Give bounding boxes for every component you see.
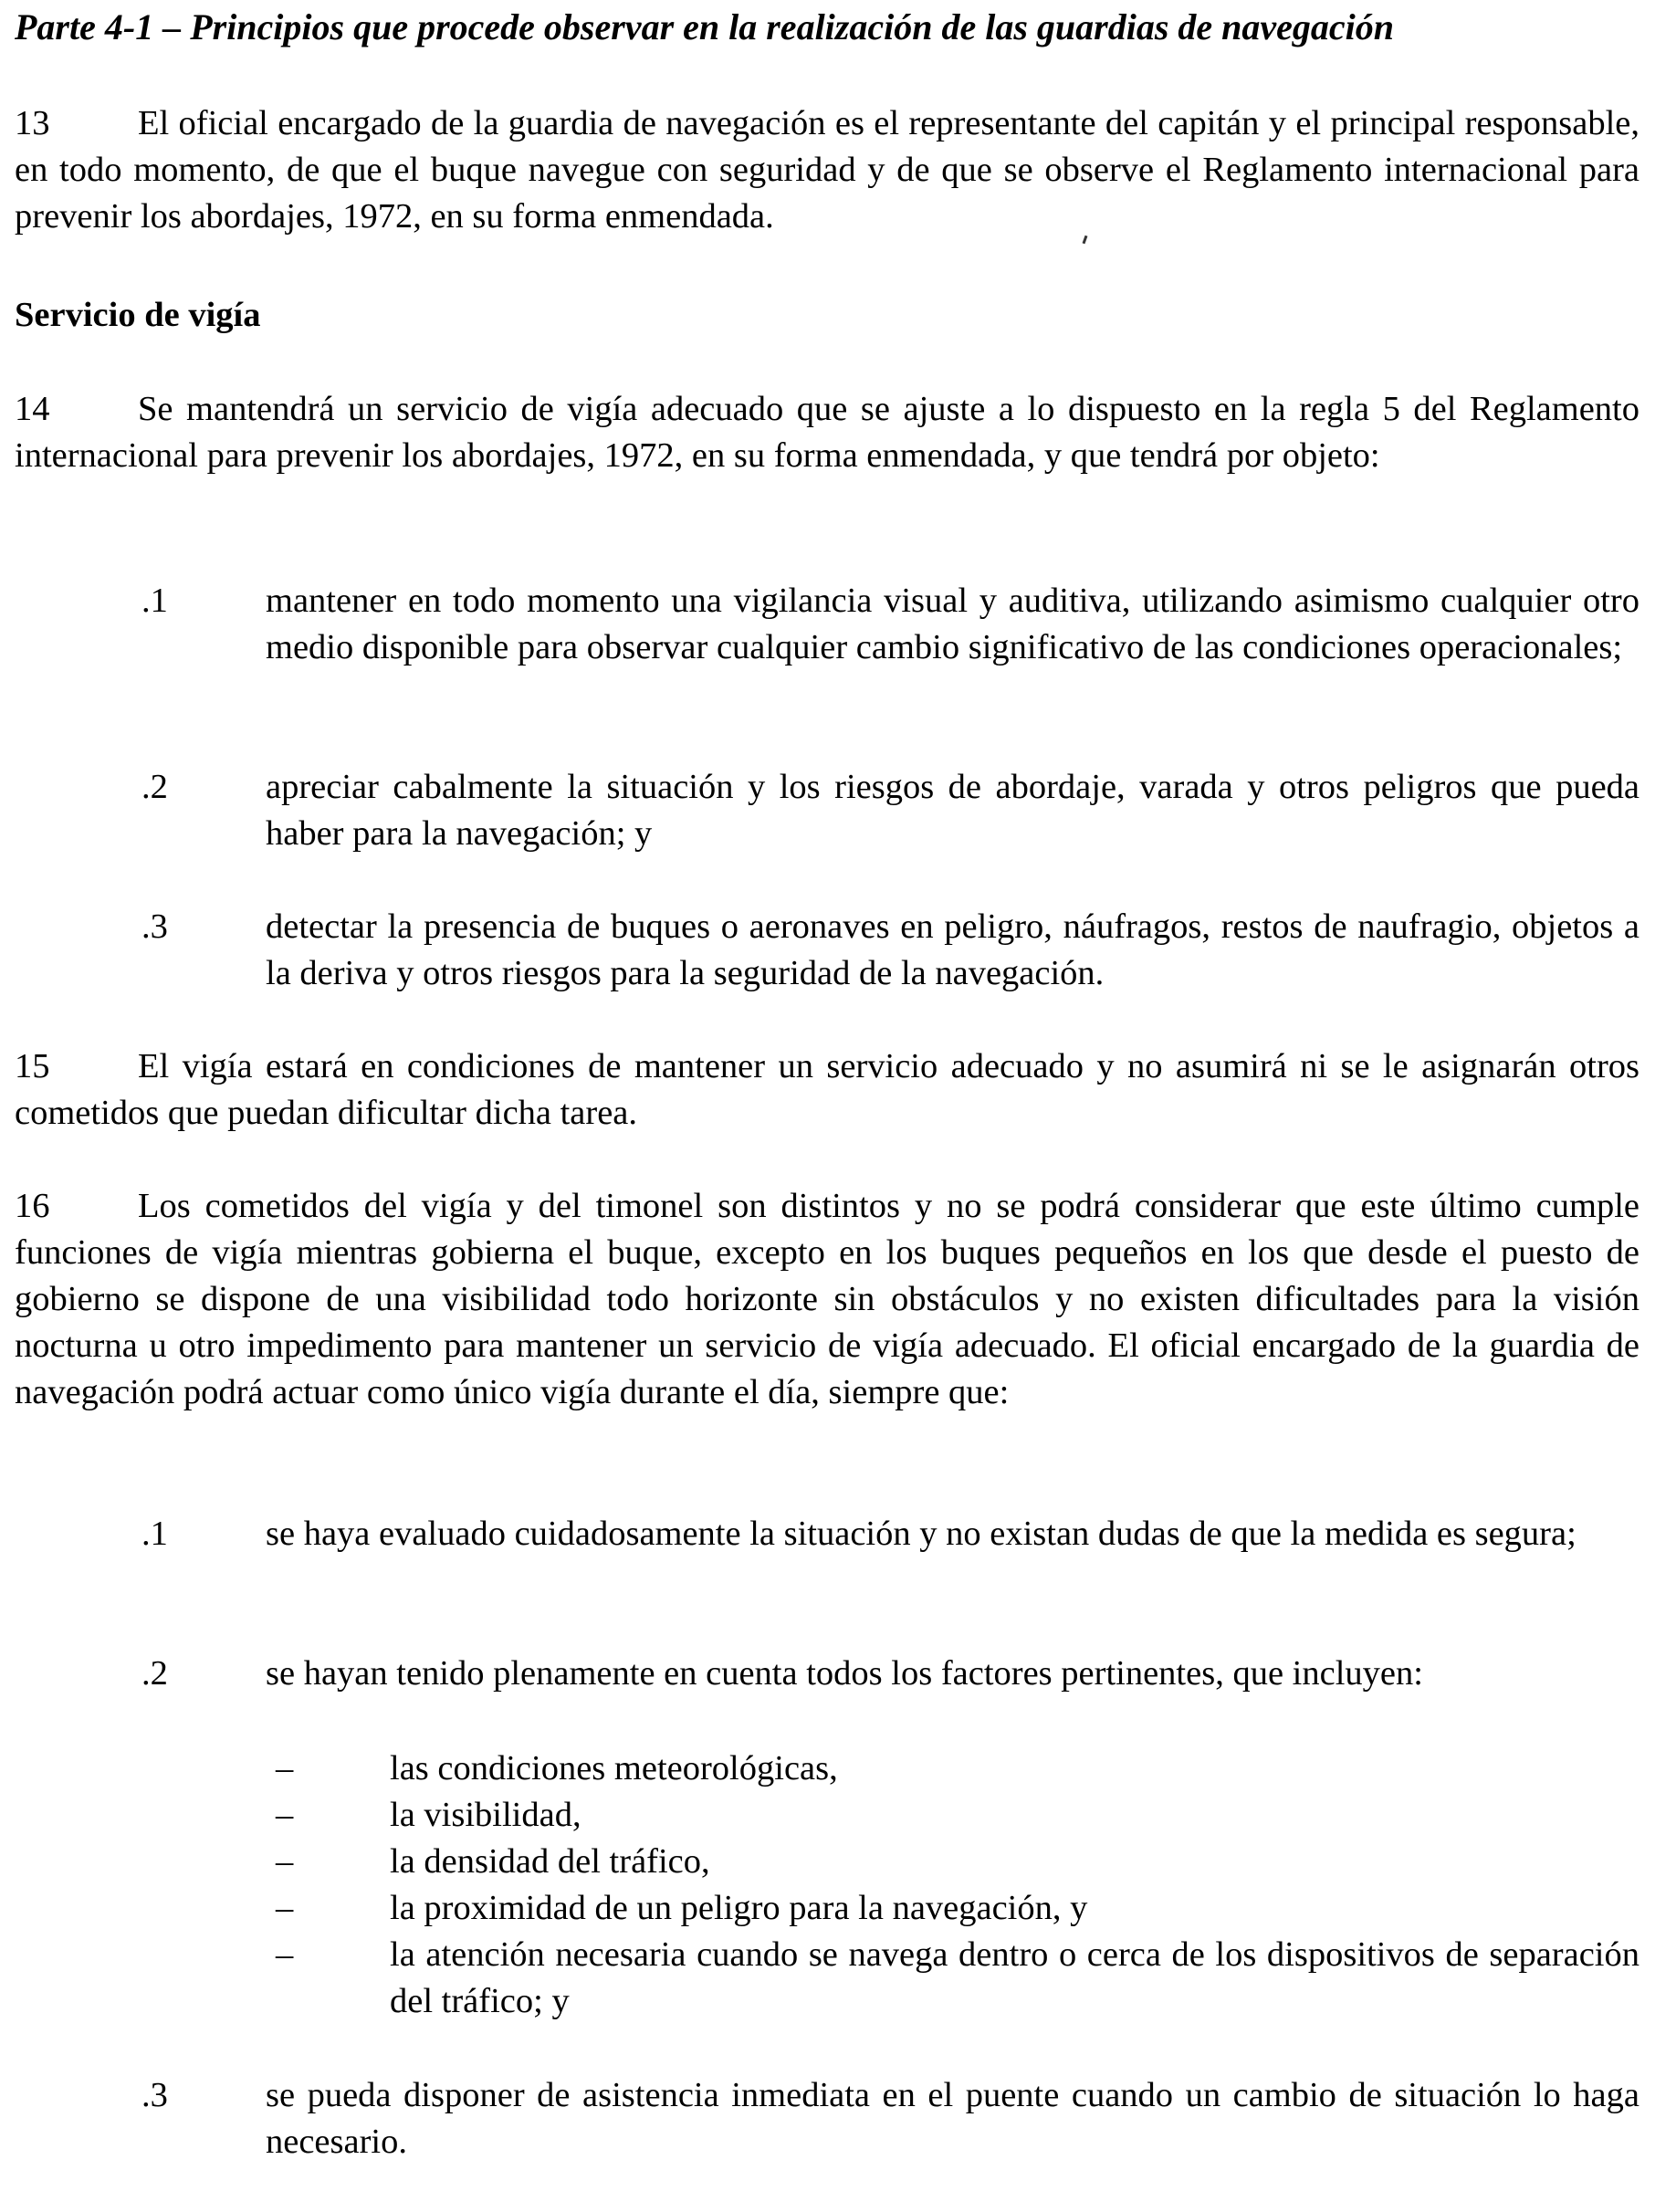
paragraph-text: El vigía estará en condiciones de mantener un servicio adecuado y no asumirá ni se le asignarán otros cometidos que puedan dificultar dicha tarea. bbox=[15, 1047, 1639, 1132]
list-marker: .3 bbox=[141, 907, 168, 946]
paragraph-13 bbox=[15, 100, 1639, 240]
list-marker: .3 bbox=[141, 2076, 168, 2114]
dash-marker: – bbox=[276, 1749, 294, 1787]
factor-text: la densidad del tráfico, bbox=[390, 1842, 710, 1881]
paragraph-text: El oficial encargado de la guardia de navegación es el representante del capitán y el principal responsable, en todo momento, de que el buque navegue con seguridad y de que se observe el Reglamento internacional para prevenir los abordajes, 1972, en su forma enmendada. bbox=[15, 104, 1639, 236]
section-heading-servicio-de-vigia: Servicio de vigía bbox=[15, 296, 261, 334]
factor-text: la visibilidad, bbox=[390, 1796, 581, 1834]
list-item-text: se pueda disponer de asistencia inmediata en el puente cuando un cambio de situación lo haga necesario. bbox=[266, 2076, 1639, 2161]
dash-marker: – bbox=[276, 1796, 294, 1834]
paragraph-number: 16 bbox=[15, 1187, 50, 1225]
paragraph-number: 14 bbox=[15, 390, 50, 428]
dash-marker: – bbox=[276, 1842, 294, 1881]
dash-marker: – bbox=[276, 1889, 294, 1927]
paragraph-number: 13 bbox=[15, 104, 50, 142]
factor-text: la proximidad de un peligro para la navegación, y bbox=[390, 1889, 1088, 1927]
list-item-text: se hayan tenido plenamente en cuenta todos los factores pertinentes, que incluyen: bbox=[266, 1654, 1423, 1693]
paragraph-text: Se mantendrá un servicio de vigía adecuado que se ajuste a lo dispuesto en la regla 5 del Reglamento internacional para prevenir los abordajes, 1972, en su forma enmendada, y que tendrá por objeto: bbox=[15, 390, 1639, 475]
dash-marker: – bbox=[276, 1935, 294, 1974]
factor-text: las condiciones meteorológicas, bbox=[390, 1749, 838, 1787]
paragraph-16 bbox=[15, 1183, 1639, 1416]
paragraph-14 bbox=[15, 386, 1639, 479]
list-marker: .2 bbox=[141, 768, 168, 806]
list-marker: .1 bbox=[141, 582, 168, 620]
section-title: Parte 4-1 – Principios que procede observar en la realización de las guardias de navegación bbox=[15, 6, 1395, 47]
list-item-text: se haya evaluado cuidadosamente la situación y no existan dudas de que la medida es segura; bbox=[266, 1515, 1576, 1553]
list-marker: .2 bbox=[141, 1654, 168, 1693]
paragraph-15 bbox=[15, 1043, 1639, 1137]
factor-text: la atención necesaria cuando se navega dentro o cerca de los dispositivos de separación del tráfico; y bbox=[390, 1935, 1639, 2020]
list-item-text: apreciar cabalmente la situación y los riesgos de abordaje, varada y otros peligros que pueda haber para la navegación; y bbox=[266, 768, 1639, 853]
paragraph-number: 15 bbox=[15, 1047, 50, 1085]
list-item-text: detectar la presencia de buques o aeronaves en peligro, náufragos, restos de naufragio, objetos a la deriva y otros riesgos para la seguridad de la navegación. bbox=[266, 907, 1639, 992]
list-marker: .1 bbox=[141, 1515, 168, 1553]
paragraph-text: Los cometidos del vigía y del timonel son distintos y no se podrá considerar que este último cumple funciones de vigía mientras gobierna el buque, excepto en los buques pequeños en los que desde el puesto de gobierno se dispone de una visibilidad todo horizonte sin obstáculos y no existen dificultades para la visión nocturna u otro impedimento para mantener un servicio de vigía adecuado. El oficial encargado de la guardia de navegación podrá actuar como único vigía durante el día, siempre que: bbox=[15, 1187, 1639, 1411]
list-item-text: mantener en todo momento una vigilancia visual y auditiva, utilizando asimismo cualquier otro medio disponible para observar cualquier cambio significativo de las condiciones operacionales; bbox=[266, 582, 1639, 666]
